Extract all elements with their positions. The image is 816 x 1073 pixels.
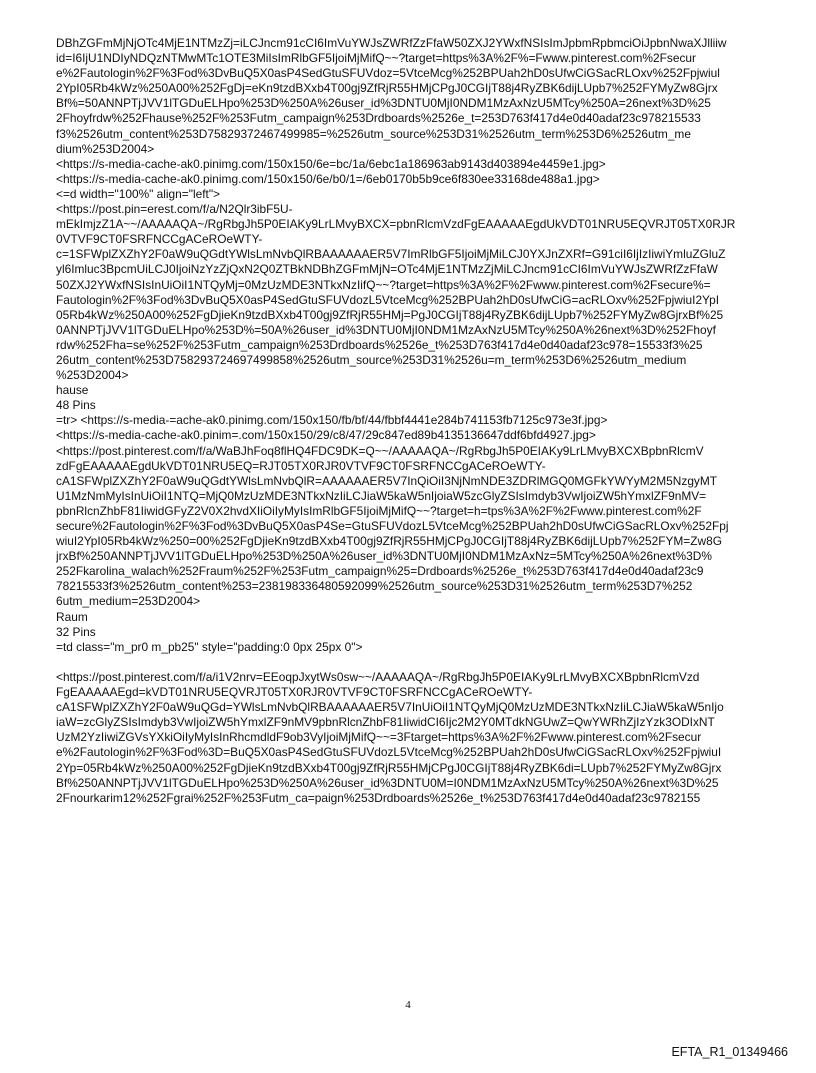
- text-line: 2YpI05Rb4kWz%250A00%252FgDj=eKn9tzdBXxb4T00gj9ZfRjR55HMjCPgJ0CGIjT88j4RyZBK6dijLUpb7%252FYMyZw8Gjrx: [56, 81, 718, 96]
- text-line: hause: [56, 383, 89, 398]
- text-line: dium%253D2004>: [56, 141, 155, 156]
- text-line: 0VTVF9CT0FSRFNCCgACeROeWTY-: [56, 232, 263, 247]
- text-line: yl6Imluc3BpcmUiLCJ0IjoiNzYzZjQxN2Q0ZTBkNDBhZGFmMjN=OTc4MjE1NTMzZjMiLCJncm91cCI6ImVuYWJsZWRfZzFfaW: [56, 262, 718, 277]
- text-line: U1MzNmMyIsInUiOiI1NTQ=MjQ0MzUzMDE3NTkxNzIiLCJiaW5kaW5nIjoiaW5zcGlyZSIsImdyb3VwIjoiZW5hYmxlZF9nMV=: [56, 488, 707, 503]
- text-line: cA1SFWplZXZhY2F0aW9uQGd=YWlsLmNvbQlRBAAAAAAER5V7InUiOiI1NTQyMjQ0MzUzMDE3NTkxNzIiLCJiaW5kaW5nIjo: [56, 700, 724, 715]
- text-line: c=1SFWplZXZhY2F0aW9uQGdtYWlsLmNvbQlRBAAAAAAER5V7ImRlbGF5IjoiMjMiLCJ0YXJnZXRf=G91ciI6IjIzIiwiYmluZGluZ: [56, 247, 726, 262]
- text-line: 2Fnourkarim12%252Fgrai%252F%253Futm_ca=paign%253Drdboards%2526e_t%253D763f417d4e0d40adaf23c9782155: [56, 790, 701, 805]
- text-line: 6utm_medium=253D2004>: [56, 594, 201, 609]
- text-line: 32 Pins: [56, 624, 96, 639]
- text-line: <https://post.pinterest.com/f/a/WaBJhFoq8flHQ4FDC9DK=Q~~/AAAAAQA~/RgRbgJh5P0EIAKy9LrLMvyBXCXBpbnRlcmV: [56, 443, 704, 458]
- text-line: Fautologin%2F%3Fod%3DvBuQ5X0asP4SedGtuSFUVdozL5VtceMcg%252BPUah2hD0sUfwCiG=acRLOxv%252FpjwiuI2YpI: [56, 292, 720, 307]
- text-line: <https://s-media-cache-ak0.pinimg.com/150x150/6e/b0/1=/6eb0170b5b9ce6f830ee33168de488a1.jpg>: [56, 171, 600, 186]
- text-line: 252Fkarolina_walach%252Fraum%252F%253Futm_campaign%25=Drdboards%2526e_t%253D763f417d4e0d40adaf23c9: [56, 564, 704, 579]
- text-line: =tr> <https://s-media-=ache-ak0.pinimg.com/150x150/fb/bf/44/fbbf4441e284b741153fb7125c973e3f.jpg>: [56, 413, 608, 428]
- text-line: 50ZXJ2YWxfNSIsInUiOiI1NTQyMj=0MzUzMDE3NTkxNzIifQ~~?target=https%3A%2F%2Fwww.pinterest.com%2Fsecure%=: [56, 277, 711, 292]
- text-line: jrxBf%250ANNPTjJVV1lTGDuELHpo%253D%250A%26user_id%3DNTU0MjI0NDM1MzAxNz=5MTcy%250A%26next%3D%: [56, 549, 712, 564]
- text-line: e%2Fautologin%2F%3Fod%3D=BuQ5X0asP4SedGtuSFUVdozL5VtceMcg%252BPUah2hD0sUfwCiGSacRLOxv%252FpjwiuI: [56, 745, 722, 760]
- document-id: EFTA_R1_01349466: [671, 1045, 788, 1059]
- text-line: 26utm_content%253D758293724697499858%2526utm_source%253D31%2526u=m_term%253D6%2526utm_medium: [56, 352, 687, 367]
- text-line: iaW=zcGlyZSIsImdyb3VwIjoiZW5hYmxlZF9nMV9pbnRlcnZhbF81IiwidCI6Ijc2M2Y0MTdkNGUwZ=QwYWRhZjIzYzk3ODIxNT: [56, 715, 715, 730]
- text-line: e%2Fautologin%2F%3Fod%3DvBuQ5X0asP4SedGtuSFUVdoz=5VtceMcg%252BPUah2hD0sUfwCiGSacRLOxv%252Fpjwiul: [56, 66, 720, 81]
- text-line: DBhZGFmMjNjOTc4MjE1NTMzZj=iLCJncm91cCI6ImVuYWJsZWRfZzFfaW50ZXJ2YWxfNSIsImJpbmRpbmciOiJpbnNwaXJlliiw: [56, 36, 727, 50]
- text-line: 48 Pins: [56, 398, 96, 413]
- text-line: zdFgEAAAAAEgdUkVDT01NRU5EQ=RJT05TX0RJR0VTVF9CT0FSRFNCCgACeROeWTY-: [56, 458, 546, 473]
- text-line: UzM2YzIiwiZGVsYXkiOiIyMyIsInRhcmdldF9ob3VyIjoiMjMifQ~~=3Ftarget=https%3A%2F%2Fwww.pinterest.com%2Fsecur: [56, 730, 702, 745]
- page-number: 4: [405, 999, 411, 1011]
- text-line: <=d width="100%" align="left">: [56, 186, 220, 201]
- text-line: wiuI2YpI05Rb4kWz%250=00%252FgDjieKn9tzdBXxb4T00gj9ZfRjR55HMjCPgJ0CGIjT88j4RyZBK6dijLUpb7%252FYM=Zw8G: [56, 534, 722, 549]
- text-line: Raum: [56, 609, 88, 624]
- text-line: secure%2Fautologin%2F%3Fod%3DvBuQ5X0asP4Se=GtuSFUVdozL5VtceMcg%252BPUah2hD0sUfwCiGSacRLOxv%252Fpj: [56, 519, 729, 533]
- text-line: Bf%=50ANNPTjJVV1lTGDuELHpo%253D%250A%26user_id%3DNTU0MjI0NDM1MzAxNzU5MTcy%250A=26next%3D%25: [56, 96, 711, 111]
- text-line: cA1SFWplZXZhY2F0aW9uQGdtYWlsLmNvbQlR=AAAAAAER5V7InQiOiI3NjNmNDE3ZDRlMGQ0MGFkYWYyM2M5NzgyMT: [56, 473, 718, 488]
- text-line: [56, 655, 772, 670]
- text-line: <https://s-media-cache-ak0.pinimg.com/150x150/6e=bc/1a/6ebc1a186963ab9143d403894e4459e1.jpg>: [56, 156, 606, 171]
- text-line: 05Rb4kWz%250A00%252FgDjieKn9tzdBXxb4T00gj9ZfRjR55HMj=PgJ0CGIjT88j4RyZBK6dijLUpb7%252FYMyZw8GjrxBf%25: [56, 307, 724, 322]
- text-line: Bf%250ANNPTjJVV1lTGDuELHpo%253D%250A%26user_id%3DNTU0M=I0NDM1MzAxNzU5MTcy%250A%26next%3D%25: [56, 775, 719, 790]
- text-line: %253D2004>: [56, 368, 129, 383]
- document-body: [56, 36, 772, 806]
- text-line: <https://post.pin=erest.com/f/a/N2Qlr3ibF5U-: [56, 202, 293, 217]
- text-line: <https://s-media-cache-ak0.pinim=.com/150x150/29/c8/47/29c847ed89b4135136647ddf6bfd4927.jpg>: [56, 428, 596, 443]
- text-line: pbnRlcnZhbF81IiwidGFyZ2V0X2hvdXIiOiIyMyIsImRlbGF5IjoiMjMifQ~~?target=h=tps%3A%2F%2Fwww.pinterest.com%2F: [56, 503, 702, 518]
- text-line: 2Yp=05Rb4kWz%250A00%252FgDjieKn9tzdBXxb4T00gj9ZfRjR55HMjCPgJ0CGIjT88j4RyZBK6di=LUpb7%252FYMyZw8Gjrx: [56, 760, 722, 775]
- text-line: id=I6IjU1NDIyNDQzNTMwMTc1OTE3MiIsImRlbGF5IjoiMjMifQ~~?target=https%3A%2F%=Fwww.pinterest.com%2Fsecur: [56, 51, 696, 66]
- text-line: rdw%252Fha=se%252F%253Futm_campaign%253Drdboards%2526e_t%253D763f417d4e0d40adaf23c978=15533f3%25: [56, 337, 703, 352]
- text-line: =td class="m_pr0 m_pb25" style="padding:0 0px 25px 0">: [56, 639, 363, 654]
- text-line: 0ANNPTjJVV1lTGDuELHpo%253D%=50A%26user_id%3DNTU0MjI0NDM1MzAxNzU5MTcy%250A%26next%3D%252Fhoyf: [56, 322, 716, 337]
- text-line: f3%2526utm_content%253D75829372467499985=%2526utm_source%253D31%2526utm_term%253D6%2526utm_me: [56, 126, 691, 141]
- text-line: 78215533f3%2526utm_content%253=238198336480592099%2526utm_source%253D31%2526utm_term%253D7%252: [56, 579, 693, 594]
- text-line: mEkImjzZ1A~~/AAAAAQA~/RgRbgJh5P0EIAKy9LrLMvyBXCX=pbnRlcmVzdFgEAAAAAEgdUkVDT01NRU5EQVRJT05TX0RJR: [56, 217, 736, 232]
- text-line: FgEAAAAAEgd=kVDT01NRU5EQVRJT05TX0RJR0VTVF9CT0FSRFNCCgACeROeWTY-: [56, 685, 533, 700]
- text-line: 2Fhoyfrdw%252Fhause%252F%253Futm_campaign%253Drdboards%2526e_t=253D763f417d4e0d40adaf23c978215533: [56, 111, 701, 126]
- text-line: <https://post.pinterest.com/f/a/i1V2nrv=EEoqpJxytWs0sw~~/AAAAAQA~/RgRbgJh5P0EIAKy9LrLMvyBXCXBpbnRlcmVzd: [56, 669, 700, 684]
